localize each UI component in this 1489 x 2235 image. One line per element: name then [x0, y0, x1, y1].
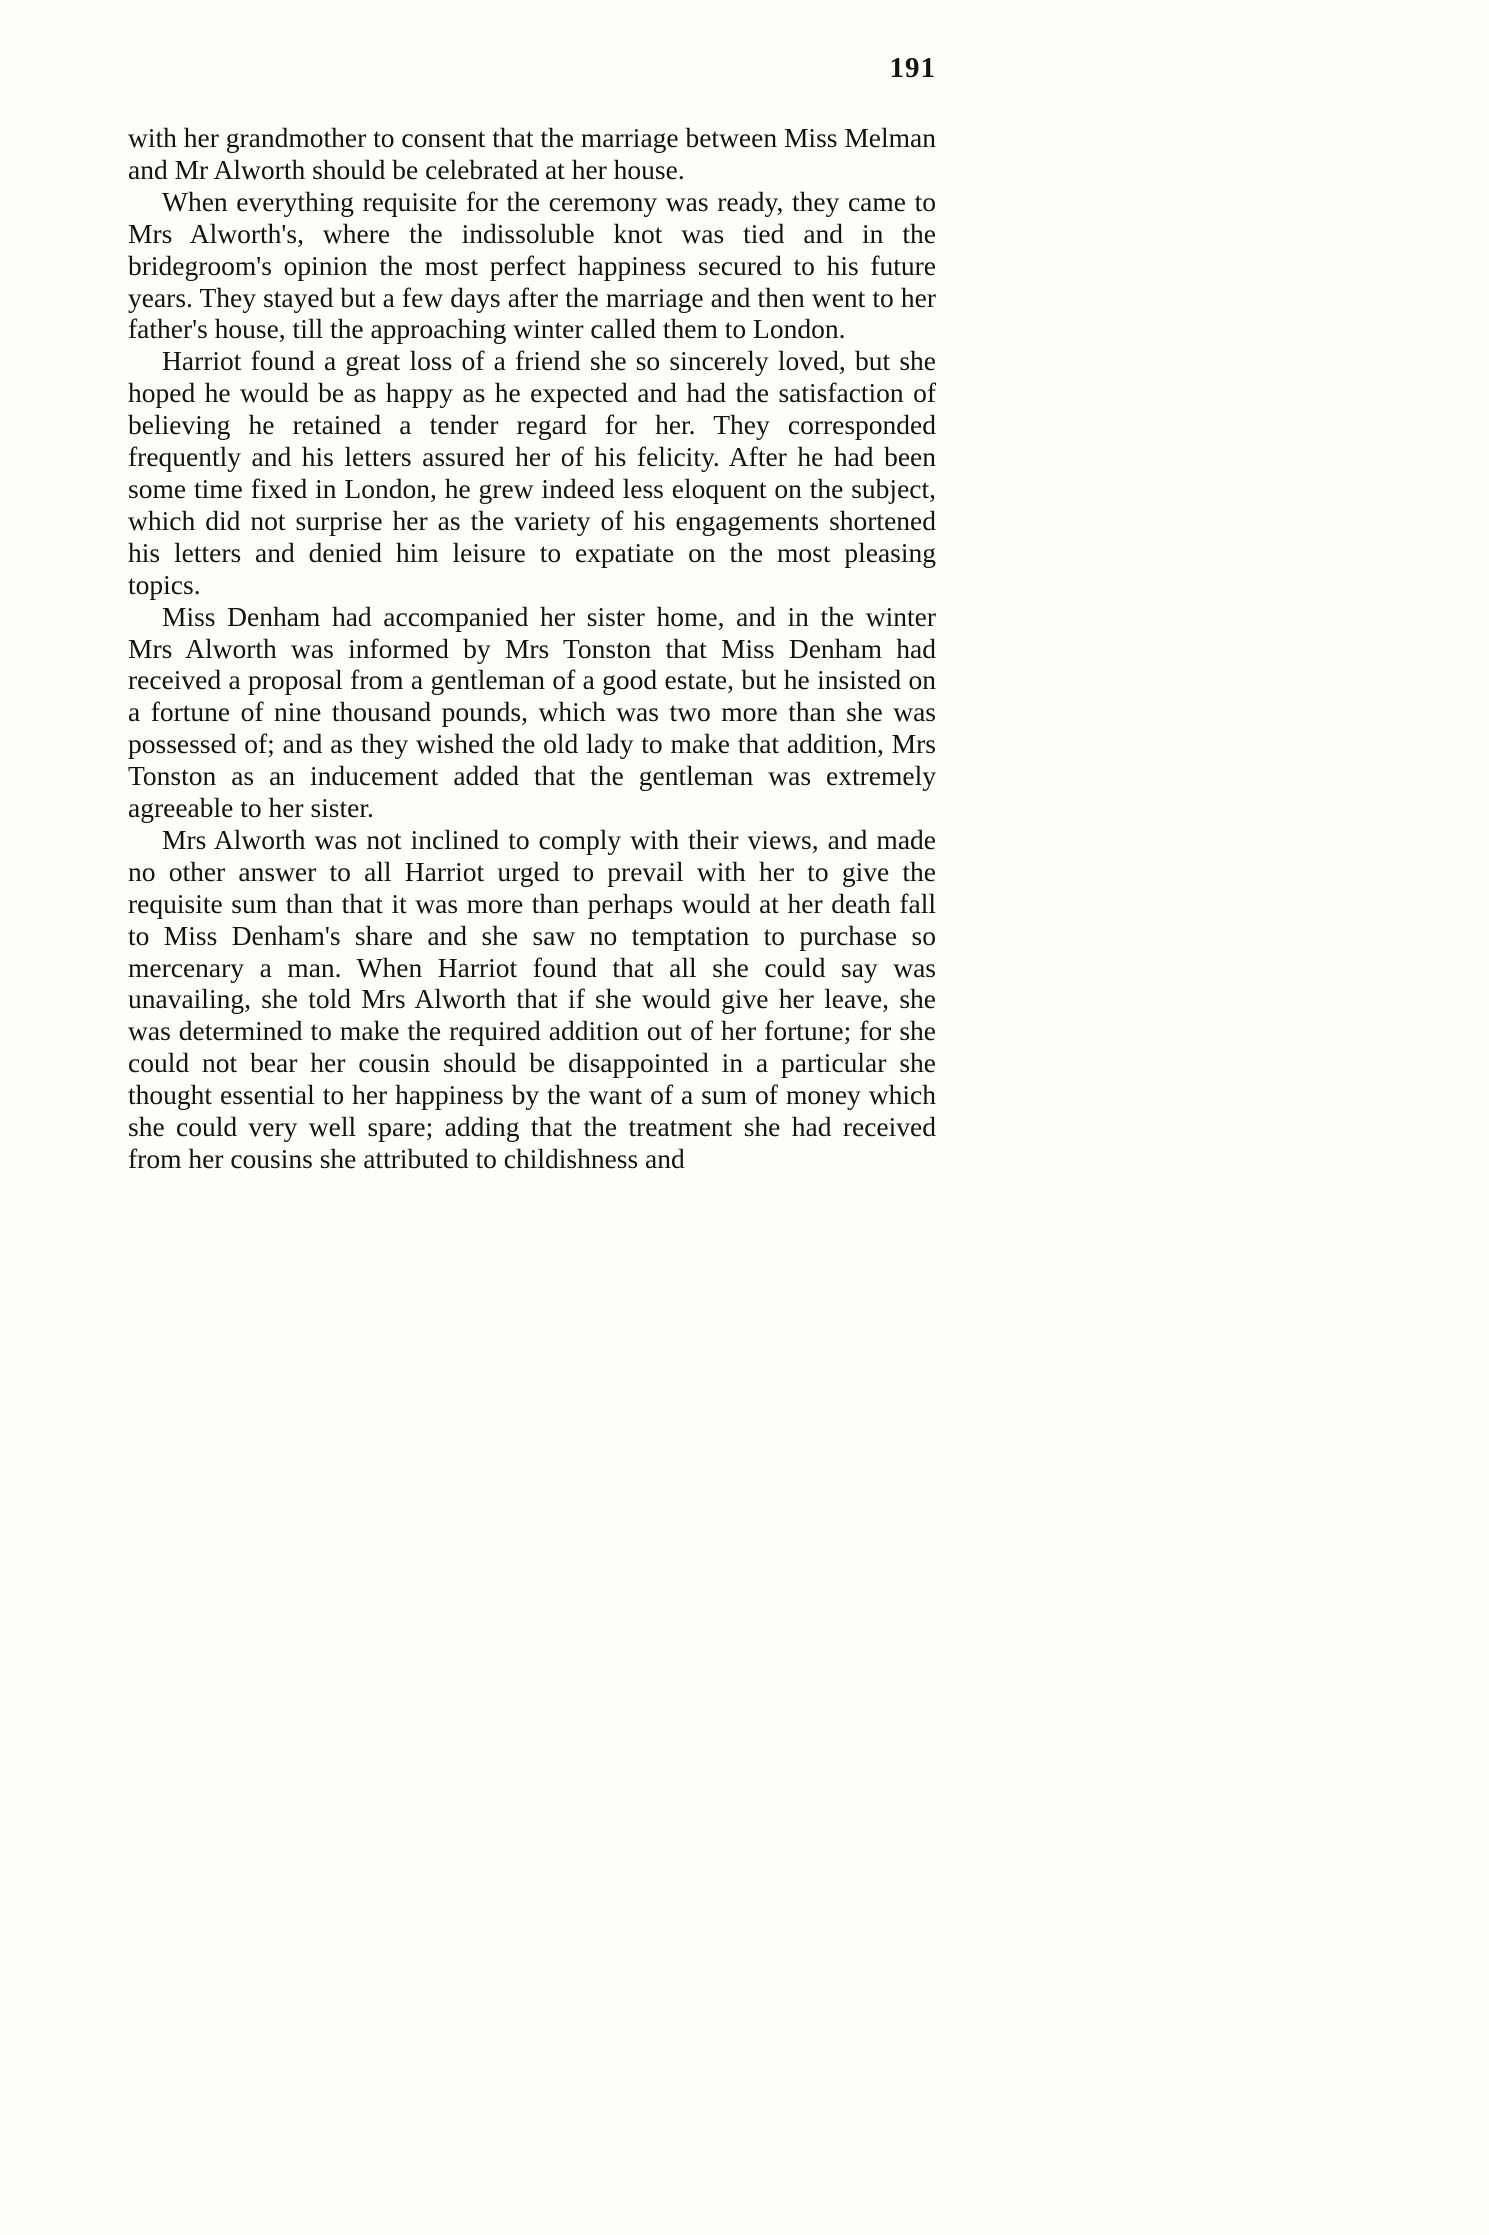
paragraph: Mrs Alworth was not inclined to comply with their views, and made no other answer to all Harriot urged to prevail with her to give the requisite sum than that it was more than perhaps would at her death fall to Miss Denham's share and she saw no temptation to purchase so mercenary a man. When Harriot found that all she could say was unavailing, she told Mrs Alworth that if she would give her leave, she was determined to make the required addition out of her fortune; for she could not bear her cousin should be disappointed in a particular she thought essential to her happiness by the want of a sum of money which she could very well spare; adding that the treatment she had received from her cousins she attributed to childishness and [128, 823, 936, 1174]
page-text-block [128, 122, 936, 1175]
paragraph: Harriot found a great loss of a friend she so sincerely loved, but she hoped he would be as happy as he expected and had the satisfaction of believing he retained a tender regard for her. They corresponded frequently and his letters assured her of his felicity. After he had been some time fixed in London, he grew indeed less eloquent on the subject, which did not surprise her as the variety of his engagements shortened his letters and denied him leisure to expatiate on the most pleasing topics. [128, 345, 936, 600]
paragraph: When everything requisite for the ceremony was ready, they came to Mrs Alworth's, where the indissoluble knot was tied and in the bridegroom's opinion the most perfect happiness secured to his future years. They stayed but a few days after the marriage and then went to her father's house, till the approaching winter called them to London. [128, 185, 936, 345]
page-number: 191 [889, 52, 936, 84]
paragraph: Miss Denham had accompanied her sister home, and in the winter Mrs Alworth was informed by Mrs Tonston that Miss Denham had received a proposal from a gentleman of a good estate, but he insisted on a fortune of nine thousand pounds, which was two more than she was possessed of; and as they wished the old lady to make that addition, Mrs Tonston as an inducement added that the gentleman was extremely agreeable to her sister. [128, 600, 936, 824]
paragraph-continuation: with her grandmother to consent that the marriage between Miss Melman and Mr Alworth should be celebrated at her house. [128, 122, 936, 185]
